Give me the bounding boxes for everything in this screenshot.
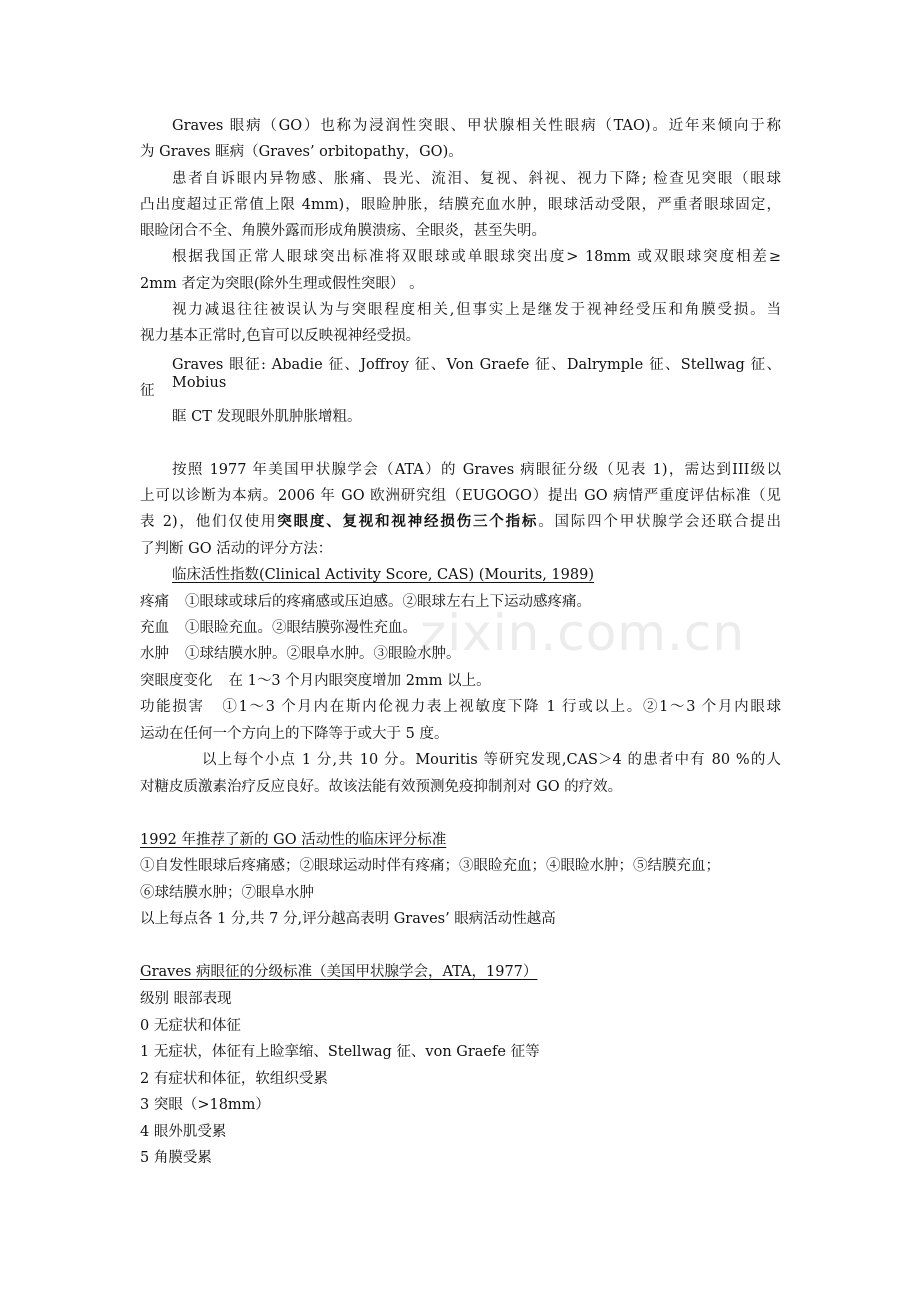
cas-item-text: ①球结膜水肿。②眼阜水肿。③眼睑水肿。: [185, 646, 461, 662]
paragraph-line: ①自发性眼球后疼痛感；②眼球运动时伴有疼痛；③眼睑充血；④眼睑水肿；⑤结膜充血；: [140, 858, 720, 874]
cas-item: [140, 593, 591, 611]
paragraph-line: 根据我国正常人眼球突出标准将双眼球或单眼球突出度> 18mm 或双眼球突度相差≥: [172, 249, 781, 265]
cas-item-text: ①1～3 个月内在斯内伦视力表上视敏度下降 1 行或以上。②1～3 个月内眼球: [220, 699, 782, 715]
paragraph-line: 了判断 GO 活动的评分方法：: [140, 541, 333, 557]
cas-item-text: ①眼睑充血。②眼结膜弥漫性充血。: [185, 620, 417, 636]
paragraph-line: 凸出度超过正常值上限 4mm)，眼睑肿胀，结膜充血水肿，眼球活动受限，严重者眼球固定，: [140, 197, 781, 213]
cas-item-label: 功能损害: [140, 699, 205, 715]
cas-item-label: 疼痛: [140, 594, 169, 610]
paragraph-line: 视力基本正常时,色盲可以反映视神经受损。: [140, 328, 421, 344]
paragraph-line: 视力减退往往被误认为与突眼程度相关,但事实上是继发于视神经受压和角膜受损。当: [172, 302, 781, 318]
cas-item-text: ①眼球或球后的疼痛感或压迫感。②眼球左右上下运动感疼痛。: [185, 594, 591, 610]
cas-item: [140, 619, 417, 637]
cas-item: [140, 698, 781, 716]
bold-text-run: 突眼度、复视和视神经损伤三个指标: [277, 513, 539, 530]
paragraph-line: Graves 眼征: Abadie 征、Joffroy 征、Von Graefe 征、Dalrymple 征、Stellwag 征、Mobius: [172, 357, 781, 391]
text-run: 。国际四个甲状腺学会还联合提出: [538, 514, 781, 530]
watermark: zixin.com.cn: [420, 604, 746, 662]
cas-item-continuation: 运动在任何一个方向上的下降等于或大于 5 度。: [140, 726, 449, 742]
grade-table-header: 级别 眼部表现: [140, 991, 232, 1007]
grade-row: 3 突眼（>18mm）: [140, 1097, 270, 1113]
section-heading-cas: 临床活性指数(Clinical Activity Score, CAS) (Mourits, 1989): [172, 567, 594, 583]
paragraph-line: 眶 CT 发现眼外肌肿胀增粗。: [172, 409, 362, 425]
paragraph-line: 眼睑闭合不全、角膜外露而形成角膜溃疡、全眼炎，甚至失明。: [140, 223, 546, 239]
text-run: 表 2)，他们仅使用: [140, 514, 278, 530]
paragraph-line: 以上每个小点 1 分,共 10 分。Mouritis 等研究发现,CAS＞4 的患者中有 80 %的人: [202, 752, 781, 768]
paragraph-line: 以上每点各 1 分,共 7 分,评分越高表明 Graves’ 眼病活动性越高: [140, 911, 556, 927]
grade-row: 1 无症状，体征有上睑挛缩、Stellwag 征、von Graefe 征等: [140, 1044, 540, 1060]
grade-row: 2 有症状和体征，软组织受累: [140, 1071, 328, 1087]
cas-item-label: 充血: [140, 620, 169, 636]
cas-item-label: 突眼度变化: [140, 673, 213, 689]
cas-item: [140, 645, 461, 663]
cas-item: [140, 672, 491, 690]
paragraph-line: [140, 513, 781, 531]
paragraph-line: 患者自诉眼内异物感、胀痛、畏光、流泪、复视、斜视、视力下降; 检查见突眼（眼球: [172, 171, 781, 187]
paragraph-line: 上可以诊断为本病。2006 年 GO 欧洲研究组（EUGOGO）提出 GO 病情严重度评估标准（见: [140, 488, 781, 504]
cas-item-label: 水肿: [140, 646, 169, 662]
section-heading-ata: Graves 病眼征的分级标准（美国甲状腺学会，ATA，1977）: [140, 964, 538, 980]
paragraph-line: Graves 眼病（GO）也称为浸润性突眼、甲状腺相关性眼病（TAO)。近年来倾向于称: [172, 118, 781, 134]
paragraph-line: 按照 1977 年美国甲状腺学会（ATA）的 Graves 病眼征分级（见表 1)，需达到III级以: [172, 462, 781, 478]
grade-row: 5 角膜受累: [140, 1150, 212, 1166]
cas-item-text: 在 1～3 个月内眼突度增加 2mm 以上。: [228, 673, 491, 689]
section-heading-1992: 1992 年推荐了新的 GO 活动性的临床评分标准: [140, 832, 447, 848]
paragraph-line: 征: [140, 383, 155, 399]
paragraph-line: ⑥球结膜水肿；⑦眼阜水肿: [140, 885, 314, 901]
paragraph-line: 对糖皮质激素治疗反应良好。故该法能有效预测免疫抑制剂对 GO 的疗效。: [140, 779, 623, 795]
grade-row: 0 无症状和体征: [140, 1018, 241, 1034]
paragraph-line: 为 Graves 眶病（Graves’ orbitopathy，GO)。: [140, 144, 463, 160]
paragraph-line: 2mm 者定为突眼(除外生理或假性突眼） 。: [140, 276, 424, 292]
grade-row: 4 眼外肌受累: [140, 1124, 227, 1140]
